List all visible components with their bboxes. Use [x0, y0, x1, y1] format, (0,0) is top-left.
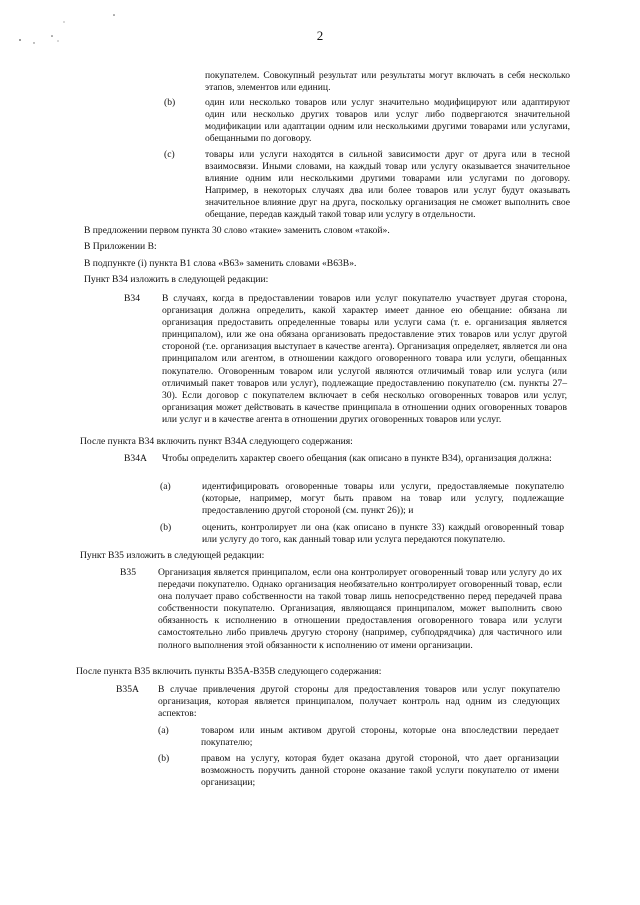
item-c-text: товары или услуги находятся в сильной зависимости друг от друга или в тесной взаимосвязи. Иными словами, на каждый товар или услугу оказывается значительное влияние одним или несколькими другими товарами или услугами по договору. Например, в некоторых случаях два или более товаров или услуг будут оказывать значительное влияние друг на друга, поскольку организация не сможет выполнить свое обещание, передав каждый такой товар или услугу в отдельности.	[205, 149, 570, 221]
b34-text: В случаях, когда в предоставлении товаров или услуг покупателю участвует другая сторона, организация должна определить, какой характер имеет данное ею обещание: обязана ли организация предоставить определенные товары или услуги сама (т. е. организация является принципалом), или же она обязана организовать предоставление этих товаров или услуг другой стороной (т.е. организация выступает в качестве агента). Организация определяет, является ли она принципалом или агентом, в отношении каждого оговоренного товара или услуги, обещанных покупателю. Оговоренным товаром или услугой являются отличимый товар или услуга (или отличимый пакет товаров или услуг), подлежащие предоставлению покупателю (см. пункты 27–30). Если договор с покупателем включает в себя несколько оговоренных товаров или услуг, организация может действовать в качестве принципала в отношении одних оговоренных товаров или услуг и в качестве агента в отношении других оговоренных товаров или услуг.	[162, 293, 567, 425]
b34a-a-text: идентифицировать оговоренные товары или услуги, предоставляемые покупателю (которые, например, могут быть правом на товар или услугу, подлежащие предоставлению другой стороной (см. пункт 26)); и	[202, 481, 564, 517]
paragraph-30-amendment: В предложении первом пункта 30 слово «такие» заменить словом «такой».	[84, 225, 390, 236]
b35a-label: B35A	[116, 684, 139, 695]
b35a-a-label: (a)	[158, 725, 169, 736]
b34-label: B34	[124, 293, 140, 304]
b35-text: Организация является принципалом, если она контролирует оговоренный товар или услугу до их передачи покупателю. Однако организация необязательно контролирует оговоренный товар, если она получает право собственности на такой товар лишь непосредственно перед передачей права собственности покупателю. Организация, являющаяся принципалом, может выполнить свою обязанность к исполнению в отношении предоставления оговоренного товара или услуги самостоятельно либо привлечь другую сторону (например, субподрядчика) для частичного или полного выполнения этой обязанности к исполнению от имени организации.	[158, 567, 562, 651]
b34a-a-label: (a)	[160, 481, 171, 492]
b35ab-intro: После пункта B35 включить пункты B35A-B35B следующего содержания:	[76, 666, 382, 677]
continued-paragraph: покупателем. Совокупный результат или результаты могут включать в себя несколько этапов, элементов или единиц.	[205, 70, 570, 94]
b34-intro: Пункт B34 изложить в следующей редакции:	[84, 274, 269, 285]
b35-intro: Пункт B35 изложить в следующей редакции:	[80, 550, 265, 561]
b34a-text: Чтобы определить характер своего обещания (как описано в пункте B34), организация должна:	[162, 453, 552, 464]
page-number: 2	[316, 28, 324, 43]
b34a-label: B34A	[124, 453, 147, 464]
b35a-text: В случае привлечения другой стороны для предоставления товаров или услуг покупателю организация, которая является принципалом, получает контроль над одним из следующих аспектов:	[158, 684, 560, 720]
b1-amendment: В подпункте (i) пункта B1 слова «B63» заменить словами «B63B».	[84, 258, 357, 269]
b34a-b-label: (b)	[160, 522, 172, 533]
item-c-label: (c)	[164, 149, 175, 160]
item-b-text: один или несколько товаров или услуг значительно модифицируют или адаптируют один или несколько других товаров или услуг либо подвергаются значительной модификации или адаптации одним или несколькими другими товарами или услугами, обещанными по договору.	[205, 97, 570, 145]
b34a-b-text: оценить, контролирует ли она (как описано в пункте 33) каждый оговоренный товар или услугу до того, как данный товар или услуга передаются покупателю.	[202, 522, 564, 546]
appendix-b-heading: В Приложении B:	[84, 241, 157, 252]
b35-label: B35	[120, 567, 136, 578]
item-b-label: (b)	[164, 97, 176, 108]
b35a-a-text: товаром или иным активом другой стороны, которые она впоследствии передает покупателю;	[201, 725, 559, 749]
b35a-b-label: (b)	[158, 753, 170, 764]
b34a-intro: После пункта B34 включить пункт B34A следующего содержания:	[80, 436, 353, 447]
b35a-b-text: правом на услугу, которая будет оказана другой стороной, что дает организации возможность поручить данной стороне оказание такой услуги покупателю от имени организации;	[201, 753, 559, 789]
